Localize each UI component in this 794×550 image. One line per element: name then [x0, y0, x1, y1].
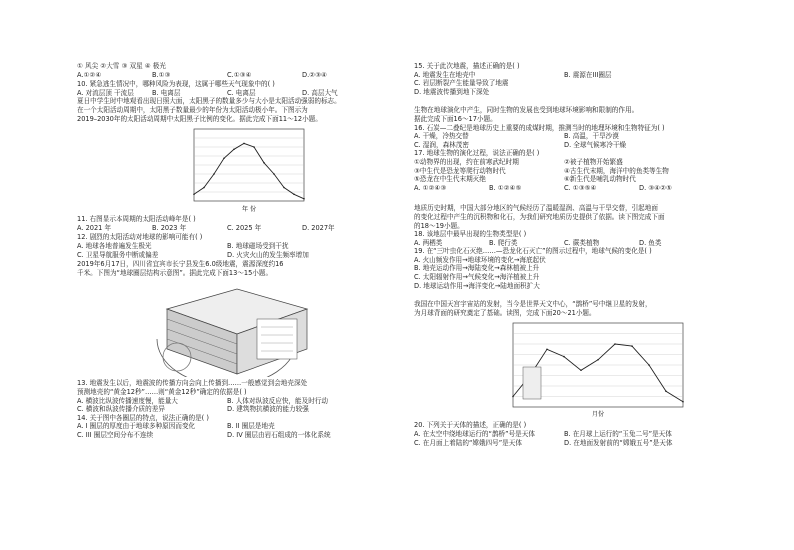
option[interactable]: D. 全球气候寒冷干燥	[564, 140, 627, 149]
q11-stem: 11. 右图显示本周期的太阳活动峰年是( )	[77, 215, 196, 224]
passage-line: 地质历史时期，中国大部分地区的气候经历了温暖湿润、高温与干旱交替，引起地面	[414, 204, 658, 213]
option[interactable]: D. 2027年	[302, 223, 335, 232]
passage-line: 为月球背面的研究奠定了基础。读图，完成下面20～21小题。	[414, 308, 596, 317]
option[interactable]: B. ①②④⑤	[489, 183, 522, 192]
q12-options-row2	[77, 251, 377, 260]
option[interactable]: A. 对流层顶 干流层	[77, 88, 134, 97]
q15-options	[414, 71, 714, 80]
option[interactable]: C. 岩层断裂产生能量导致了地震	[414, 79, 509, 88]
lunar-chart	[414, 319, 714, 419]
q14-options	[77, 422, 377, 431]
q14-stem: 14. 关于图中各圈层的特点，说法正确的是( )	[77, 413, 209, 422]
q16-options	[414, 132, 714, 141]
q20-stem: 20. 下列关于天体的描述，正确的是( )	[414, 421, 527, 430]
option[interactable]: A. 横波比纵波传播速度慢，能量大	[77, 396, 178, 405]
option[interactable]: A. 在太空中绕地球运行的“鹊桥”号是天体	[414, 430, 535, 439]
q13-stem-cont: 预测地壳的“黄金12秒”……则“黄金12秒”确定的依据是( )	[77, 387, 247, 396]
passage-line: 的18～19小题。	[414, 221, 464, 230]
statement: ⑤恐龙在中生代末期灭绝	[414, 175, 486, 184]
option[interactable]: C. 卫星导航服务中断或偏差	[77, 250, 159, 259]
option[interactable]: D. 建筑物抗横波的能力较强	[227, 405, 309, 414]
statement: ⑥新生代是哺乳动物时代	[564, 175, 636, 184]
q13-options-row2	[77, 405, 377, 414]
chart-caption: 年 份	[242, 206, 256, 214]
q13-options	[77, 397, 377, 406]
q19-stem: 19. 在“三叶虫化石灭绝……—恐龙化石灭亡”的图示过程中，地球气候的变化是( )	[414, 247, 652, 256]
earth-layer-diagram	[77, 279, 377, 377]
option[interactable]: A. ①②④③	[414, 183, 447, 192]
option[interactable]: B. 人体对纵波反应快，能及时行动	[227, 396, 329, 405]
option[interactable]: B. 地球磁场受到干扰	[227, 241, 289, 250]
passage-line: 在一个太阳活动周期中，太阳黑子数量最少的年份为太阳活动极小年。下图示为	[77, 105, 308, 114]
option[interactable]: D. 地球运动作用→海洋变化→陆地面积扩大	[414, 281, 540, 290]
sunspot-series-line	[194, 144, 304, 199]
q17-stem: 17. 地球生物的演化过程，说法正确的是( )	[414, 149, 540, 158]
q14-options-row2	[77, 431, 377, 440]
chart-caption: 月份	[591, 411, 605, 419]
option[interactable]: B. 地壳运动作用→海陆变化→森林植被上升	[414, 264, 540, 273]
option[interactable]: C. ①③⑤④	[564, 183, 597, 192]
q17-statements-row3	[414, 175, 714, 184]
passage-line: 2019年6月17日，四川省宜宾市长宁县发生6.0级地震，震源深度约16	[77, 260, 284, 269]
statement: ③中生代是恐龙等爬行动物时代	[414, 166, 506, 175]
passage-line: 的变化过程中产生的沉积物和化石，为我们研究地质历史提供了依据。读下图完成下面	[414, 212, 665, 221]
option[interactable]: D. IV 圈层由岩石组成的一体化系统	[227, 430, 331, 439]
statement: ①动物界的出现，约在前寒武纪时期	[414, 157, 519, 166]
option[interactable]: D. 火灾火山的发生频率增加	[227, 250, 309, 259]
option[interactable]: B. 爬行类	[489, 238, 518, 247]
passage-line: 生物在地球演化中产生，同时生物的发展也受到地球环境影响和限制的作用。	[414, 106, 639, 115]
passage-line: 千米。下图为“地球圈层结构示意图”。据此完成下面13～15小题。	[77, 268, 273, 277]
option[interactable]: A. 火山频发作用→地球环境的变化→海底起伏	[414, 255, 546, 264]
q20-options	[414, 430, 714, 439]
option[interactable]: B. II 圈层是地壳	[227, 422, 275, 431]
passage-line: 据此完成下面16～17小题。	[414, 114, 497, 123]
q17-statements	[414, 158, 714, 167]
q17-options	[414, 184, 714, 193]
option[interactable]: C. 电离层	[227, 88, 256, 97]
option[interactable]: A. I 圈层的厚度由于地球多种原因而变化	[77, 422, 196, 431]
option[interactable]: D.②③④	[302, 70, 327, 79]
option[interactable]: C. 湿润，森林茂密	[414, 140, 469, 149]
option[interactable]: D. 鱼类	[639, 238, 662, 247]
option[interactable]: C.①③④	[227, 70, 252, 79]
option[interactable]: C. 在月面上着陆的“嫦娥四号”是天体	[414, 438, 522, 447]
statement: ④古生代末期，海洋中的鱼类等生物	[564, 166, 669, 175]
sunspot-chart	[77, 125, 377, 213]
q15-stem: 15. 关于此次地震，描述正确的是( )	[414, 62, 520, 70]
option[interactable]: A. 两栖类	[414, 238, 443, 247]
option[interactable]: D. 地震波传播到地下深处	[414, 87, 490, 96]
q12-options	[77, 242, 377, 251]
passage-line: 我国在中国天宫宇宙站的发射，当今是世界天文中心，“鹊桥”号中继卫星的发射，	[414, 300, 652, 309]
q20-options-row2	[414, 439, 714, 448]
passage-line: 夏日中学生时中地观看出现日照大面，太阳黑子的数量多少与大小是太阳活动强弱的标志。	[77, 97, 341, 106]
q18-stem: 18. 该地层中最早出现的生物类型是( )	[414, 230, 527, 239]
q17-statements-row2	[414, 167, 714, 176]
option[interactable]: A. 2021 年	[77, 223, 112, 232]
q9-options	[77, 71, 377, 80]
option[interactable]: B. 电离层	[152, 88, 181, 97]
option[interactable]: D. 高层大气	[302, 88, 338, 97]
option[interactable]: D. ③④②⑤	[639, 183, 672, 192]
q16-stem: 16. 石炭—二叠纪是地球历史上重要的成煤时期，推测当时的地理环境和生物特征为( )	[414, 123, 665, 132]
option[interactable]: C. III 圈层空间分布不连续	[77, 430, 154, 439]
passage-line: 2019–2030年的太阳活动周期中太阳黑子比例的变化。据此完成下面11～12小题。	[77, 114, 322, 123]
statement: ②被子植物开始繁盛	[564, 157, 623, 166]
q12-stem: 12. 剧烈的太阳活动对地球的影响可能有( )	[77, 233, 203, 242]
option[interactable]: C. 蕨类植物	[564, 238, 600, 247]
option[interactable]: C. 2025 年	[227, 223, 262, 232]
legend-box	[523, 367, 541, 399]
option[interactable]: A.①②④	[77, 70, 102, 79]
option[interactable]: B. 高温，干旱沙漠	[564, 132, 619, 141]
option[interactable]: B.①③	[152, 70, 171, 79]
option[interactable]: C. 太阳辐射作用→气候变化→海洋植被上升	[414, 273, 540, 282]
q13-stem: 13. 地震发生以后，地震波的传播方向会向上传播到……一般感觉到会地壳深处	[77, 379, 308, 388]
q18-options	[414, 239, 714, 248]
option[interactable]: D. 在地面发射前的“嫦娥五号”是天体	[564, 438, 673, 447]
option[interactable]: A. 地震发生在地壳中	[414, 70, 476, 79]
option[interactable]: B. 2023 年	[152, 223, 187, 232]
option[interactable]: B. 震源在III圈层	[564, 70, 612, 79]
q9-statements: ① 风尖 ②大雪 ③ 双星 ④ 极光	[77, 62, 166, 70]
option[interactable]: B. 在月球上运行的“玉兔二号”是天体	[564, 430, 672, 439]
option[interactable]: C. 横波和纵波传播介质的差异	[77, 405, 165, 414]
right-column	[414, 62, 714, 447]
option[interactable]: A. 地球各地普遍发生极光	[77, 241, 152, 250]
option[interactable]: A. 干燥，冷热交替	[414, 132, 469, 141]
q11-options	[77, 224, 377, 233]
left-column	[77, 62, 377, 439]
q10-stem: 10. 紧急逃生情况中，哪种风险为表现，这属于哪些天气现象中的( )	[77, 80, 275, 89]
